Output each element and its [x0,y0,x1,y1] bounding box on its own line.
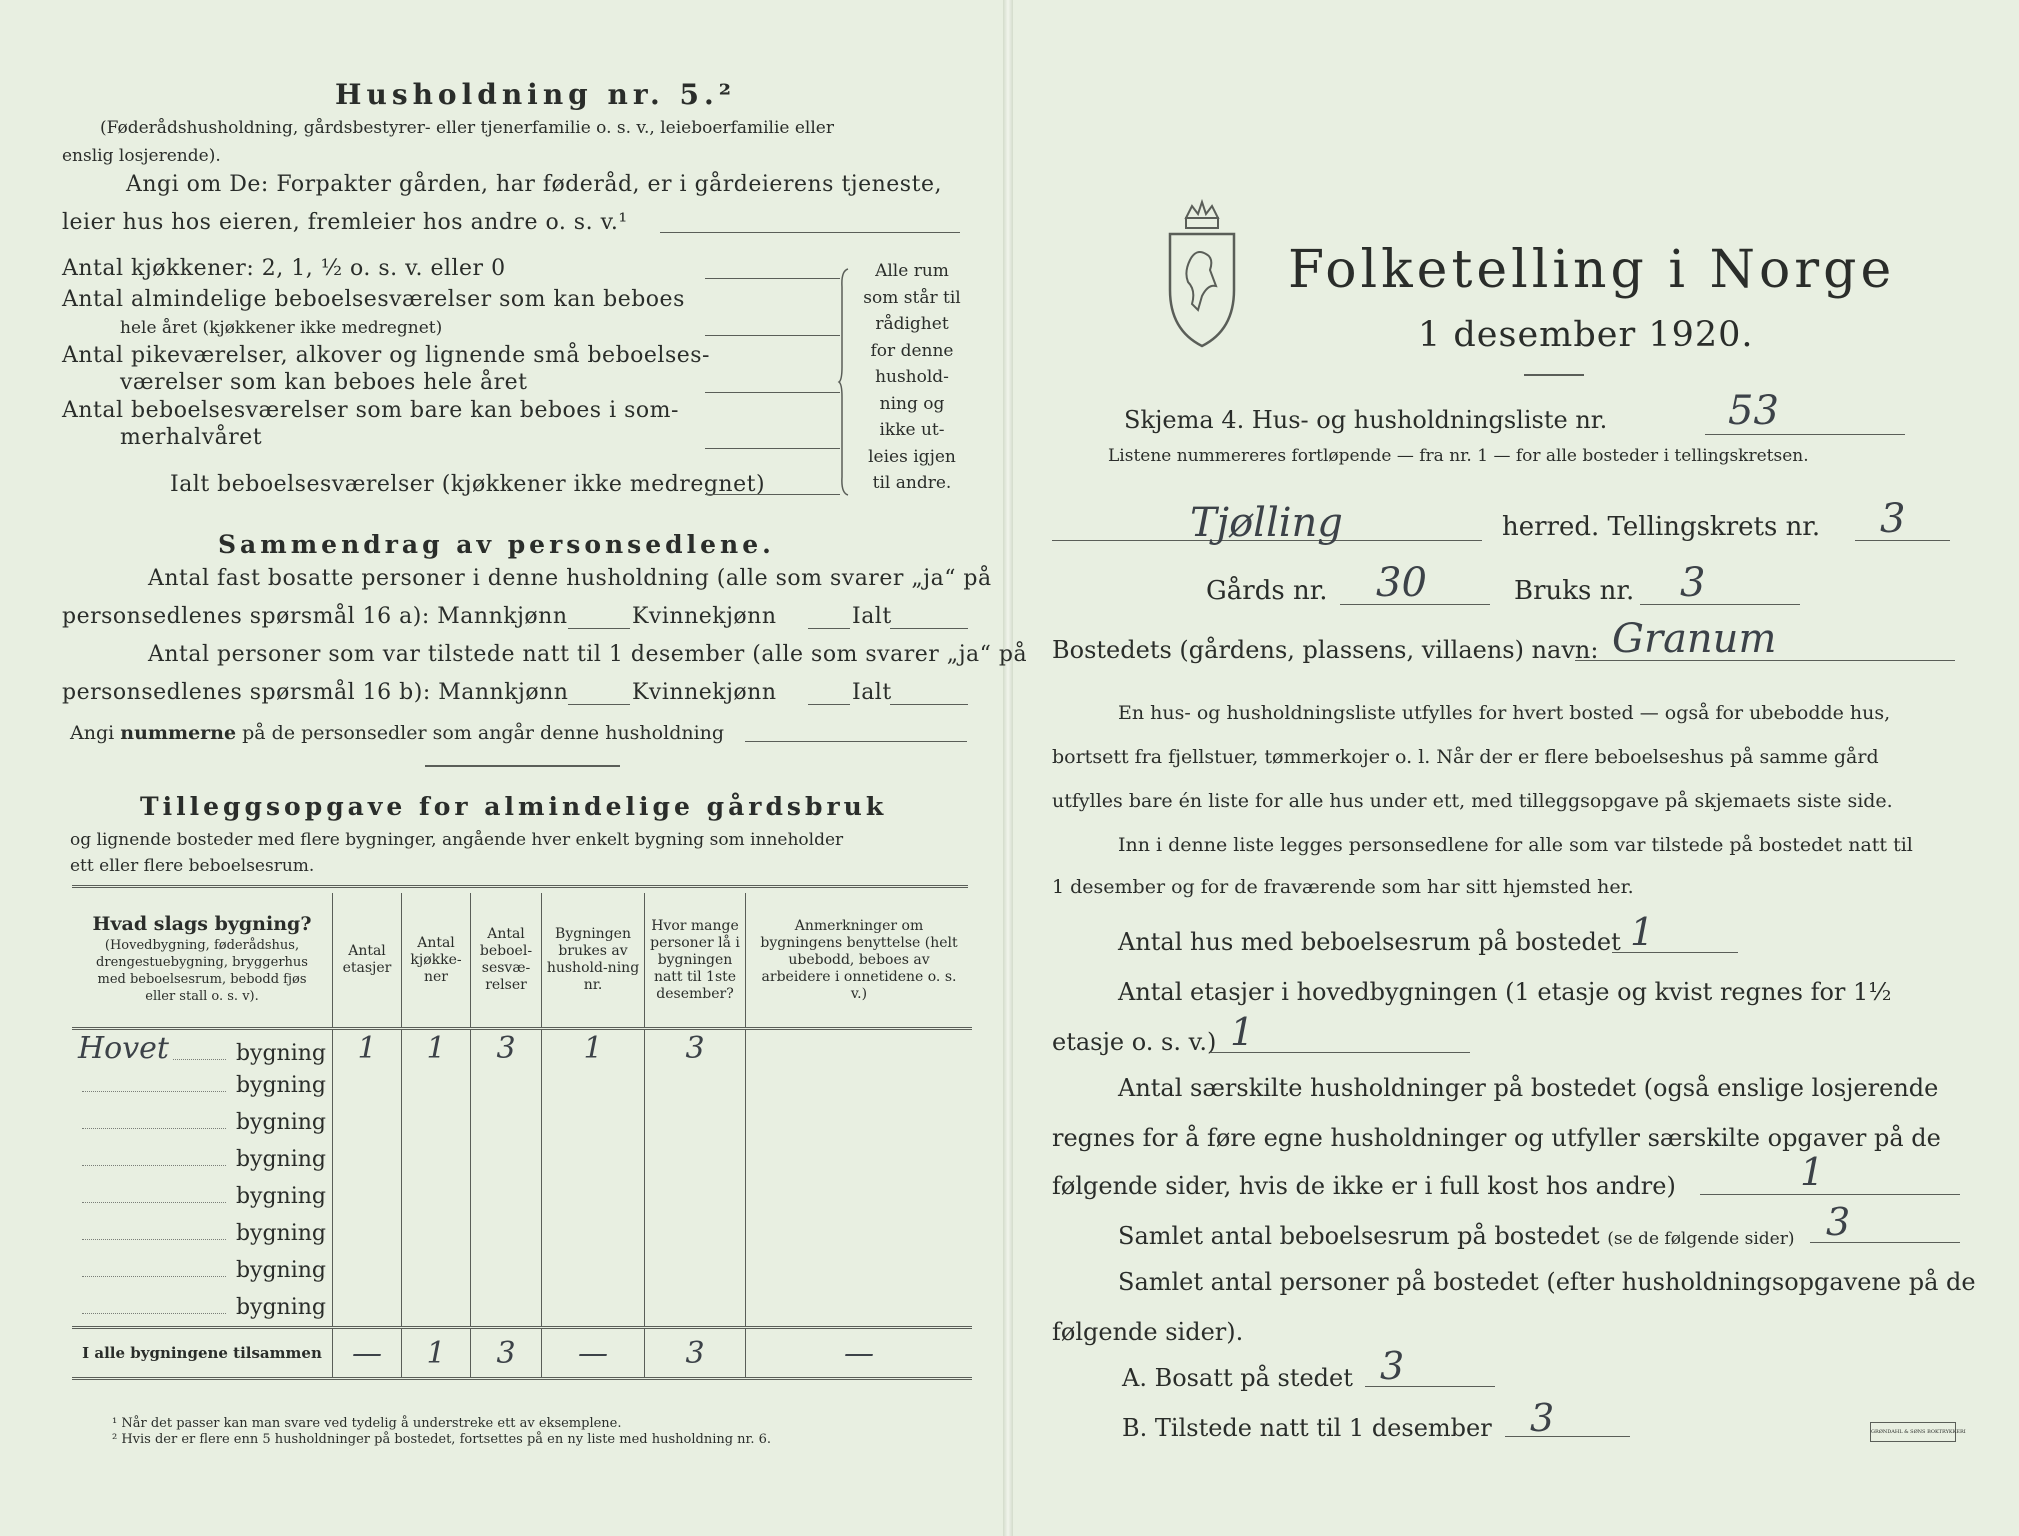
total-rooms: 3 [471,1328,542,1379]
persons-label1: Samlet antal personer på bostedet (efter husholdningsopgavene på de [1118,1268,1976,1296]
section-divider [425,765,620,767]
total-label: I alle bygningene tilsammen [72,1328,333,1379]
present-total-line [890,704,968,705]
houses-value: 1 [1630,910,1655,954]
gards-line [1340,604,1490,605]
building-rows [72,1029,972,1328]
building-row [72,1104,972,1141]
floors-label2: etasje o. s. v.) [1052,1028,1217,1056]
households-line [1700,1194,1960,1195]
row-floors [333,1141,402,1178]
row-household-no [542,1215,645,1252]
bruks-label: Bruks nr. [1514,576,1635,606]
resident-label1: Antal fast bosatte personer i denne husholdning (alle som svarer „ja“ på [148,566,992,591]
households-value: 1 [1800,1150,1825,1194]
resident-count-label: A. Bosatt på stedet [1122,1364,1353,1392]
resident-female-line [808,628,850,629]
side-note-line: rådighet [875,314,949,334]
row-persons [645,1252,746,1289]
building-name-cell [72,1067,333,1104]
present-label2: personsedlenes spørsmål 16 b): Mannkjønn [62,680,569,705]
total-kitchens: 1 [402,1328,471,1379]
building-row-label: bygning [235,1147,326,1172]
building-name-cell [72,1252,333,1289]
summer-rooms-label1: Antal beboelsesværelser som bare kan beboes i som- [62,398,679,423]
building-row-label: bygning [235,1073,326,1098]
numbers-label [70,722,724,744]
row-rooms: 3 [471,1029,542,1068]
bosted-line [1575,660,1955,661]
houses-line [1612,952,1738,953]
row-floors: 1 [333,1029,402,1068]
present-count-line [1505,1436,1630,1437]
maids-rooms-label1: Antal pikeværelser, alkover og lignende små beboelses- [62,343,710,368]
building-name-line [82,1276,226,1277]
resident-label2: personsedlenes spørsmål 16 a): Mannkjønn [62,604,568,629]
row-remarks [746,1029,973,1068]
rooms-line [1810,1242,1960,1243]
numbers-label-bold: nummerne [120,722,237,744]
rooms-value: 3 [1826,1200,1851,1244]
total-rooms-line [705,494,840,495]
supplement-sub2: ett eller flere beboelsesrum. [70,856,315,876]
building-name-cell [72,1029,333,1068]
row-persons [645,1215,746,1252]
side-note-line: som står til [863,287,961,308]
building-name-line [82,1239,226,1240]
present-label1: Antal personer som var tilstede natt til 1 desember (alle som svarer „ja“ på [148,642,1028,667]
summary-heading: Sammendrag av personsedlene. [218,530,775,559]
kitchens-answer-line [705,278,840,279]
resident-female-label: Kvinnekjønn [632,604,777,629]
building-row-label: bygning [235,1295,326,1320]
row-kitchens [402,1067,471,1104]
row-rooms [471,1289,542,1328]
present-female-line [808,704,850,705]
numbering-note: Listene nummereres fortløpende — fra nr. 1 — for alle bosteder i tellingskretsen. [1108,446,1809,466]
col-household-no-title: Bygningen brukes av hushold-ning nr. [546,926,640,993]
row-persons [645,1067,746,1104]
building-row [72,1252,972,1289]
bruks-number: 3 [1680,560,1706,606]
row-remarks [746,1178,973,1215]
present-total-label: Ialt [852,680,892,705]
row-household-no [542,1252,645,1289]
row-kitchens [402,1252,471,1289]
present-count-value: 3 [1530,1396,1555,1440]
kitchens-label: Antal kjøkkener: 2, 1, ½ o. s. v. eller 0 [62,256,506,281]
row-remarks [746,1141,973,1178]
tenure-question-line2: leier hus hos eieren, fremleier hos andre o. s. v.¹ [62,210,628,235]
row-household-no [542,1141,645,1178]
row-rooms [471,1252,542,1289]
maids-rooms-line [705,392,840,393]
total-floors: — [333,1328,402,1379]
summer-rooms-line [705,448,840,449]
bosted-label: Bostedets (gårdens, plassens, villaens) navn: [1052,636,1599,664]
row-kitchens [402,1104,471,1141]
bruks-line [1640,604,1800,605]
building-table [72,893,972,1380]
footnote-1: ¹ Når det passer kan man svare ved tydelig å understreke ett av eksemplene. [112,1416,622,1431]
persons-label2: følgende sider). [1052,1318,1244,1346]
building-name-line [173,1059,226,1060]
resident-count-value: 3 [1380,1344,1405,1388]
herred-label: herred. Tellingskrets nr. [1502,512,1821,542]
row-remarks [746,1104,973,1141]
row-persons [645,1178,746,1215]
resident-count-line [1365,1386,1495,1387]
supplement-heading: Tilleggsopgave for almindelige gårdsbruk [140,792,888,821]
building-row-label: bygning [235,1221,326,1246]
col-building-type [72,893,333,1029]
households-label2: regnes for å føre egne husholdninger og utfyller særskilte opgaver på de [1052,1124,1941,1152]
households-label3: følgende sider, hvis de ikke er i full kost hos andre) [1052,1172,1676,1200]
household-intro-line1: (Føderådshusholdning, gårdsbestyrer- eller tjenerfamilie o. s. v., leieboerfamilie eller [100,118,834,138]
rooms-note: (se de følgende sider) [1607,1229,1795,1249]
building-name-line [82,1202,226,1203]
row-rooms [471,1104,542,1141]
resident-male-line [568,628,630,629]
row-persons [645,1104,746,1141]
households-label1: Antal særskilte husholdninger på bostedet (også enslige losjerende [1118,1074,1939,1102]
row-household-no [542,1104,645,1141]
row-floors [333,1252,402,1289]
footnote-2: ² Hvis der er flere enn 5 husholdninger på bostedet, fortsettes på en ny liste med husholdning nr. 6. [112,1432,772,1447]
col-kitchens [402,893,471,1029]
printer-stamp: GRØNDAHL & SØNS BOKTRYKKERI [1870,1422,1956,1442]
building-name-cell [72,1289,333,1328]
side-note-line: ning og [879,393,945,414]
bosted-name: Granum [1612,616,1777,662]
building-table-header [72,893,972,1029]
table-top-rule [72,885,968,888]
building-row [72,1178,972,1215]
row-floors [333,1289,402,1328]
building-name-line [82,1165,226,1166]
total-remarks: — [746,1328,973,1379]
col-persons-title: Hvor mange personer lå i bygningen natt til 1ste desember? [650,917,740,1002]
resident-total-label: Ialt [852,604,892,629]
building-row [72,1141,972,1178]
row-kitchens [402,1178,471,1215]
district-number: 3 [1880,496,1906,542]
brace-icon [838,267,850,497]
present-male-line [568,704,630,705]
building-name-cell [72,1104,333,1141]
numbers-answer-line [745,741,967,742]
col-kitchens-title: Antal kjøkke-ner [410,934,462,985]
col-household-no [542,893,645,1029]
census-date: 1 desember 1920. [1418,315,1754,355]
numbers-label-part: på de personsedler som angår denne husholdning [236,722,725,744]
side-note-line: Alle rum [875,261,949,281]
numbers-label-part: Angi [70,722,121,744]
col-rooms-title: Antal beboel-sesvæ-relser [479,926,533,993]
rooms-label-text: Samlet antal beboelsesrum på bostedet [1118,1222,1600,1250]
row-kitchens [402,1141,471,1178]
building-name-cell [72,1215,333,1252]
building-name: Hovet [78,1031,169,1066]
total-rooms-label: Ialt beboelsesværelser (kjøkkener ikke medregnet) [170,472,766,497]
row-household-no [542,1178,645,1215]
ordinary-rooms-line [705,335,840,336]
list-number: 53 [1728,388,1779,434]
building-row [72,1067,972,1104]
row-household-no: 1 [542,1029,645,1068]
building-name-line [82,1128,226,1129]
row-kitchens [402,1215,471,1252]
col-building-type-sub: (Hovedbygning, føderådshus, drengestuebygning, bryggerhus med beboelsesrum, bebodd fjøs eller stall o. s. v). [96,938,308,1004]
resident-total-line [890,628,968,629]
col-persons [645,893,746,1029]
instructions-line2: bortsett fra fjellstuer, tømmerkojer o. l. Når der er flere beboelseshus på samme gård [1052,746,1879,768]
building-row [72,1215,972,1252]
row-rooms [471,1215,542,1252]
row-persons: 3 [645,1029,746,1068]
municipality-name: Tjølling [1190,500,1343,546]
side-note-line: til andre. [872,473,952,493]
side-note-line: leies igjen [868,446,956,467]
building-row-label: bygning [235,1041,326,1066]
gards-label: Gårds nr. [1206,576,1328,606]
present-female-label: Kvinnekjønn [632,680,777,705]
building-name-cell [72,1178,333,1215]
row-remarks [746,1067,973,1104]
tenure-question-line1: Angi om De: Forpakter gården, har føderåd, er i gårdeierens tjeneste, [126,172,942,197]
maids-rooms-label2: værelser som kan beboes hele året [120,370,528,395]
col-building-type-title: Hvad slags bygning? [92,913,312,935]
side-note-line: for denne [870,340,954,361]
col-remarks [746,893,973,1029]
summer-rooms-label2: merhalvåret [120,425,263,450]
row-rooms [471,1141,542,1178]
building-row-label: bygning [235,1258,326,1283]
side-note [862,258,962,497]
total-household-no: — [542,1328,645,1379]
title-divider [1524,374,1584,376]
instructions-line5: 1 desember og for de fraværende som har sitt hjemsted her. [1052,876,1634,898]
total-persons: 3 [645,1328,746,1379]
row-kitchens: 1 [402,1029,471,1068]
row-remarks [746,1252,973,1289]
instructions-line1: En hus- og husholdningsliste utfylles for hvert bosted — også for ubebodde hus, [1118,702,1891,724]
tenure-answer-line [660,232,960,233]
row-rooms [471,1178,542,1215]
row-persons [645,1289,746,1328]
present-count-label: B. Tilstede natt til 1 desember [1122,1414,1492,1442]
row-household-no [542,1067,645,1104]
household-intro-line2: enslig losjerende). [62,146,221,166]
census-title: Folketelling i Norge [1288,240,1896,300]
row-household-no [542,1289,645,1328]
building-row [72,1029,972,1068]
district-number-line [1855,540,1950,541]
supplement-sub1: og lignende bosteder med flere bygninger, angående hver enkelt bygning som inneholder [70,830,844,850]
houses-label: Antal hus med beboelsesrum på bostedet [1118,928,1621,956]
col-remarks-title: Anmerkninger om bygningens benyttelse (helt ubebodd, beboes av arbeidere i onnetidene o. s. v.) [760,917,958,1002]
row-floors [333,1178,402,1215]
gards-number: 30 [1376,560,1427,606]
instructions-line3: utfylles bare én liste for alle hus under ett, med tilleggsopgave på skjemaets siste side. [1052,790,1893,812]
row-remarks [746,1289,973,1328]
floors-value: 1 [1230,1010,1255,1054]
row-remarks [746,1215,973,1252]
col-floors [333,893,402,1029]
row-floors [333,1104,402,1141]
building-row-label: bygning [235,1110,326,1135]
floors-line [1210,1052,1470,1053]
building-name-line [82,1091,226,1092]
row-floors [333,1215,402,1252]
row-kitchens [402,1289,471,1328]
building-name-line [82,1313,226,1314]
list-number-line [1705,434,1905,435]
row-rooms [471,1067,542,1104]
building-row-label: bygning [235,1184,326,1209]
building-name-cell [72,1141,333,1178]
col-floors-title: Antal etasjer [342,943,392,976]
instructions-line4: Inn i denne liste legges personsedlene for alle som var tilstede på bostedet natt til [1118,834,1913,856]
building-total-row [72,1328,972,1379]
row-persons [645,1141,746,1178]
floors-label1: Antal etasjer i hovedbygningen (1 etasje og kvist regnes for 1½ [1118,978,1892,1006]
page-fold [1003,0,1013,1536]
building-row [72,1289,972,1328]
schema-label: Skjema 4. Hus- og husholdningsliste nr. [1124,406,1608,434]
row-floors [333,1067,402,1104]
col-rooms [471,893,542,1029]
ordinary-rooms-label1: Antal almindelige beboelsesværelser som kan beboes [62,287,685,312]
rooms-label [1118,1222,1794,1250]
side-note-line: hushold- [875,367,949,387]
household-title: Husholdning nr. 5.² [335,78,737,111]
ordinary-rooms-label2: hele året (kjøkkener ikke medregnet) [120,318,443,338]
coat-of-arms-icon [1162,200,1242,350]
side-note-line: ikke ut- [879,420,945,440]
